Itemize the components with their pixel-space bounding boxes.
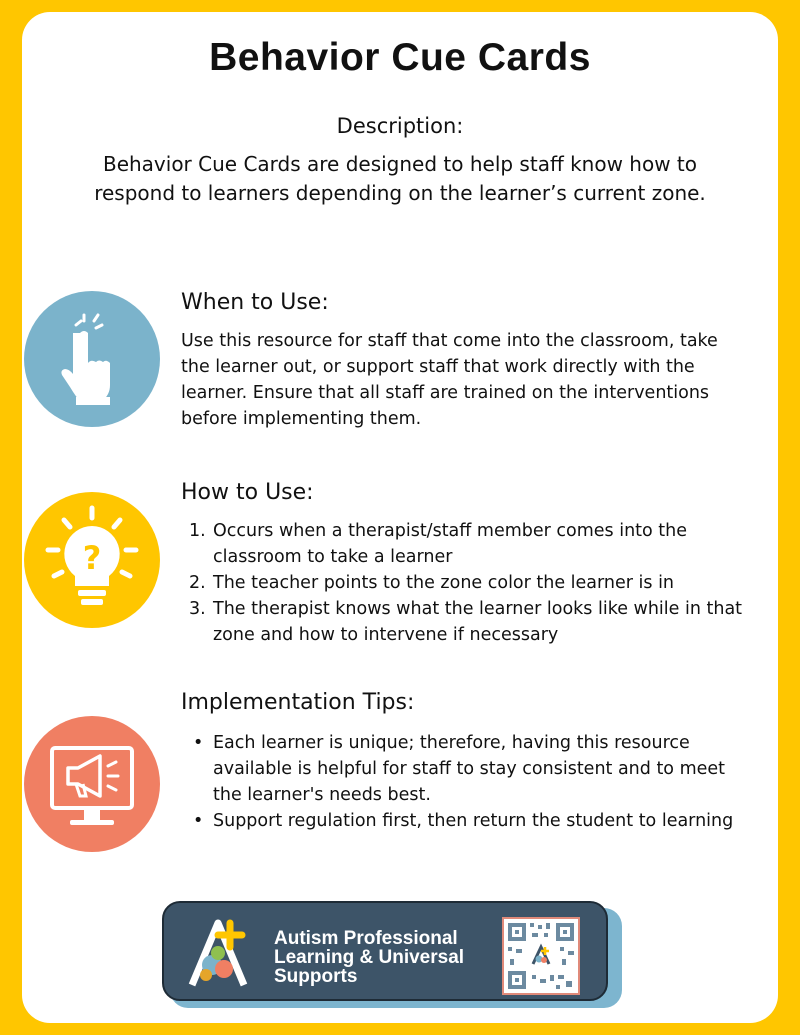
step-number: 3. (189, 599, 206, 619)
megaphone-monitor-icon (24, 716, 160, 852)
how-to-use-heading: How to Use: (181, 480, 314, 505)
step-text: The teacher points to the zone color the learner is in (213, 573, 675, 593)
brand-name (274, 929, 464, 986)
tip-text: Support regulation first, then return the student to learning (213, 811, 734, 831)
description-heading: Description: (336, 114, 464, 138)
footer-banner (162, 901, 608, 1001)
implementation-tips-heading: Implementation Tips: (181, 690, 415, 715)
step-text: Occurs when a therapist/staff member comes into the classroom to take a learner (213, 521, 688, 567)
brand-line: Autism Professional (274, 928, 458, 949)
step-number: 1. (189, 521, 206, 541)
bullet: • (193, 733, 204, 753)
implementation-tips-list (181, 730, 751, 834)
qr-code-icon[interactable] (502, 917, 580, 995)
tip-text: Each learner is unique; therefore, having this resource available is helpful for staff to stay consistent and to meet the learner's needs best. (213, 733, 726, 805)
bullet: • (193, 811, 204, 831)
list-item (181, 596, 751, 648)
list-item (181, 808, 751, 834)
brand-line: Supports (274, 966, 358, 987)
when-to-use-text: Use this resource for staff that come into the classroom, take the learner out, or support staff that work directly with the learner. Ensure that all staff are trained on the interventions before implementing them. (181, 331, 718, 429)
brand-line: Learning & Universal (274, 947, 465, 968)
step-number: 2. (189, 573, 206, 593)
page-title: Behavior Cue Cards (209, 36, 591, 79)
lightbulb-question-icon (24, 492, 160, 628)
how-to-use-steps (181, 518, 751, 648)
list-item (181, 730, 751, 808)
pointing-hand-icon (24, 291, 160, 427)
description-text: Behavior Cue Cards are designed to help staff know how to respond to learners depending on the learner’s current zone. (94, 152, 706, 205)
list-item (181, 518, 751, 570)
list-item (181, 570, 751, 596)
step-text: The therapist knows what the learner looks like while in that zone and how to intervene if necessary (213, 599, 743, 645)
when-to-use-heading: When to Use: (181, 290, 329, 315)
apl-logo-icon (182, 913, 262, 993)
svg-text:?: ? (82, 539, 102, 577)
